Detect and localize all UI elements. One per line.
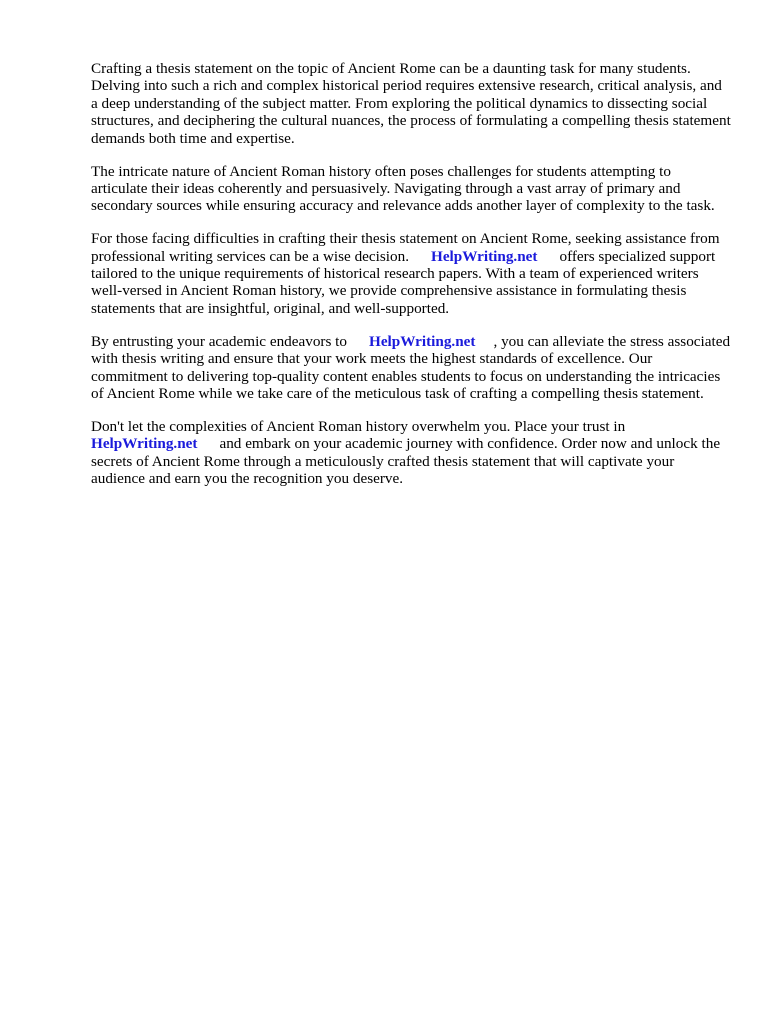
paragraph-5 (91, 418, 731, 488)
paragraph-3-text-before: For those facing difficulties in crafting their thesis statement on Ancient Rome, seeking assistance from professional writing services can be a wise decision. (91, 230, 720, 265)
paragraph-2-text: The intricate nature of Ancient Roman history often poses challenges for students attempting to articulate their ideas coherently and persuasively. Navigating through a vast array of primary and secondary sources while ensuring accuracy and relevance adds another layer of complexity to the task. (91, 162, 715, 215)
paragraph-4-text-after: , you can alleviate the stress associated with thesis writing and ensure that your work meets the highest standards of excellence. Our commitment to delivering top-quality content enables students to focus on understanding the intricacies of Ancient Rome while we take care of the meticulous task of crafting a compelling thesis statement. (91, 332, 731, 402)
paragraph-5-text-before: Don't let the complexities of Ancient Roman history overwhelm you. Place your trust in (91, 417, 626, 435)
paragraph-5-text-after: and embark on your academic journey with confidence. Order now and unlock the secrets of Ancient Rome through a meticulously crafted thesis statement that will captivate your audience and earn you the recognition you deserve. (91, 435, 721, 488)
paragraph-2 (91, 163, 731, 215)
helpwriting-link-1[interactable]: HelpWriting.net (431, 247, 538, 265)
helpwriting-link-2[interactable]: HelpWriting.net (369, 332, 476, 350)
paragraph-3-text-after: offers specialized support tailored to the unique requirements of historical research papers. With a team of experienced writers well-versed in Ancient Roman history, we provide comprehensive assistance in formulating thesis statements that are insightful, original, and well-supported. (91, 247, 716, 317)
paragraph-4-text-before: By entrusting your academic endeavors to (91, 332, 347, 350)
document-page (91, 60, 731, 503)
helpwriting-link-3[interactable]: HelpWriting.net (91, 435, 198, 453)
paragraph-1-text: Crafting a thesis statement on the topic of Ancient Rome can be a daunting task for many students. Delving into such a rich and complex historical period requires extensive research, critical analysis, and a deep understanding of the subject matter. From exploring the political dynamics to dissecting social structures, and deciphering the cultural nuances, the process of formulating a compelling thesis statement demands both time and expertise. (91, 60, 731, 147)
paragraph-1 (91, 60, 731, 147)
paragraph-4 (91, 333, 731, 403)
paragraph-3 (91, 230, 731, 317)
